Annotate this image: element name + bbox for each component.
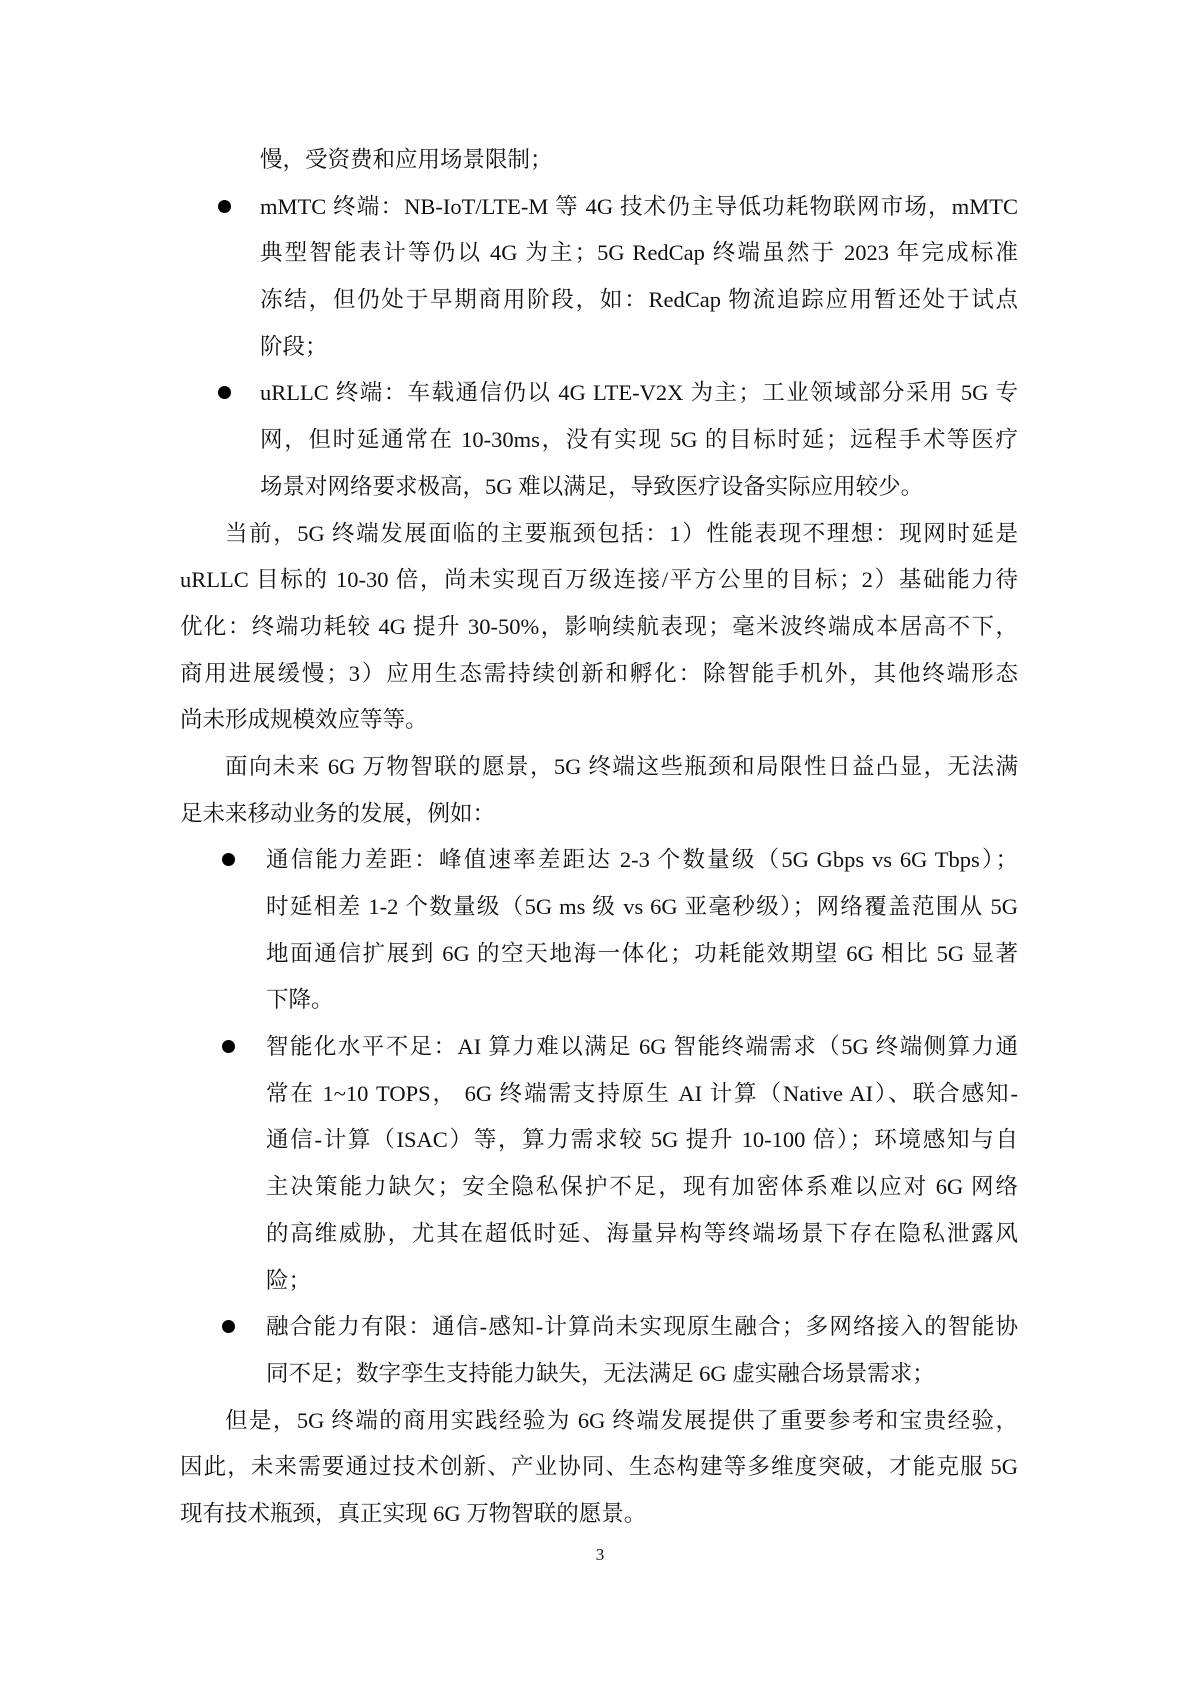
bullet-item-mmtc bbox=[180, 184, 1018, 371]
text-line: 面向未来 6G 万物智联的愿景，5G 终端这些瓶颈和局限性日益凸显，无法满 bbox=[225, 753, 1018, 779]
text-line: 时延相差 1-2 个数量级（5G ms 级 vs 6G 亚毫秒级）；网络覆盖范围从 5G bbox=[266, 894, 1018, 919]
page-number: 3 bbox=[595, 1545, 605, 1564]
bullet-icon bbox=[218, 386, 231, 399]
continuation-text bbox=[180, 137, 1018, 184]
text-line: 融合能力有限：通信-感知-计算尚未实现原生融合；多网络接入的智能协 bbox=[266, 1314, 1018, 1340]
text-line: uRLLC 终端：车载通信仍以 4G LTE-V2X 为主；工业领域部分采用 5G 专 bbox=[260, 380, 1018, 406]
text-line: 地面通信扩展到 6G 的空天地海一体化；功耗能效期望 6G 相比 5G 显著 bbox=[266, 940, 1018, 966]
bullet-icon bbox=[222, 853, 235, 866]
text-line: 慢，受资费和应用场景限制； bbox=[260, 147, 553, 172]
document-body bbox=[180, 137, 1018, 1538]
text-line: 通信能力差距：峰值速率差距达 2-3 个数量级（5G Gbps vs 6G Tbps）； bbox=[266, 847, 1018, 873]
bullet-item-fusion bbox=[180, 1304, 1018, 1397]
bullet-item-intelligence bbox=[180, 1024, 1018, 1304]
text-line: 阶段； bbox=[260, 333, 328, 359]
text-line: 优化：终端功耗较 4G 提升 30-50%，影响续航表现；毫米波终端成本居高不下， bbox=[180, 613, 1018, 639]
text-line: 的高维威胁，尤其在超低时延、海量异构等终端场景下存在隐私泄露风 bbox=[266, 1220, 1018, 1246]
text-line: 当前，5G 终端发展面临的主要瓶颈包括：1）性能表现不理想：现网时延是 bbox=[225, 520, 1018, 546]
bullet-icon bbox=[222, 1320, 235, 1333]
text-line: 险； bbox=[266, 1267, 312, 1293]
text-line: 网，但时延通常在 10-30ms，没有实现 5G 的目标时延；远程手术等医疗 bbox=[260, 427, 1018, 453]
text-line: 下降。 bbox=[266, 987, 334, 1013]
text-line: 因此，未来需要通过技术创新、产业协同、生态构建等多维度突破，才能克服 5G bbox=[180, 1454, 1018, 1480]
bullet-icon bbox=[218, 200, 231, 213]
text-line: 主决策能力缺欠；安全隐私保护不足，现有加密体系难以应对 6G 网络 bbox=[266, 1174, 1018, 1200]
bullet-item-urllc bbox=[180, 370, 1018, 510]
text-line: 通信-计算（ISAC）等，算力需求较 5G 提升 10-100 倍）；环境感知与自 bbox=[266, 1127, 1018, 1153]
text-line: 冻结，但仍处于早期商用阶段，如：RedCap 物流追踪应用暂还处于试点 bbox=[260, 287, 1018, 313]
text-line: 场景对网络要求极高，5G 难以满足，导致医疗设备实际应用较少。 bbox=[260, 473, 924, 499]
text-line: 典型智能表计等仍以 4G 为主；5G RedCap 终端虽然于 2023 年完成标准 bbox=[260, 240, 1018, 266]
text-line: 常在 1~10 TOPS， 6G 终端需支持原生 AI 计算（Native AI）、联合感知- bbox=[266, 1080, 1018, 1106]
text-line: 但是，5G 终端的商用实践经验为 6G 终端发展提供了重要参考和宝贵经验， bbox=[225, 1407, 1018, 1433]
text-line: uRLLC 目标的 10-30 倍，尚未实现百万级连接/平方公里的目标；2）基础能力待 bbox=[180, 567, 1018, 593]
paragraph-6g-vision bbox=[180, 744, 1018, 837]
text-line: 现有技术瓶颈，真正实现 6G 万物智联的愿景。 bbox=[180, 1500, 647, 1526]
text-line: 商用进展缓慢；3）应用生态需持续创新和孵化：除智能手机外，其他终端形态 bbox=[180, 660, 1018, 686]
text-line: 同不足；数字孪生支持能力缺失，无法满足 6G 虚实融合场景需求； bbox=[266, 1360, 935, 1386]
paragraph-bottlenecks bbox=[180, 511, 1018, 744]
text-line: 智能化水平不足：AI 算力难以满足 6G 智能终端需求（5G 终端侧算力通 bbox=[266, 1034, 1018, 1060]
bullet-item-communication-gap bbox=[180, 837, 1018, 1024]
text-line: mMTC 终端：NB-IoT/LTE-M 等 4G 技术仍主导低功耗物联网市场，mMTC bbox=[260, 193, 1018, 219]
text-line: 足未来移动业务的发展，例如： bbox=[180, 800, 496, 826]
bullet-icon bbox=[222, 1040, 235, 1053]
paragraph-conclusion bbox=[180, 1398, 1018, 1538]
text-line: 尚未形成规模效应等等。 bbox=[180, 707, 428, 733]
